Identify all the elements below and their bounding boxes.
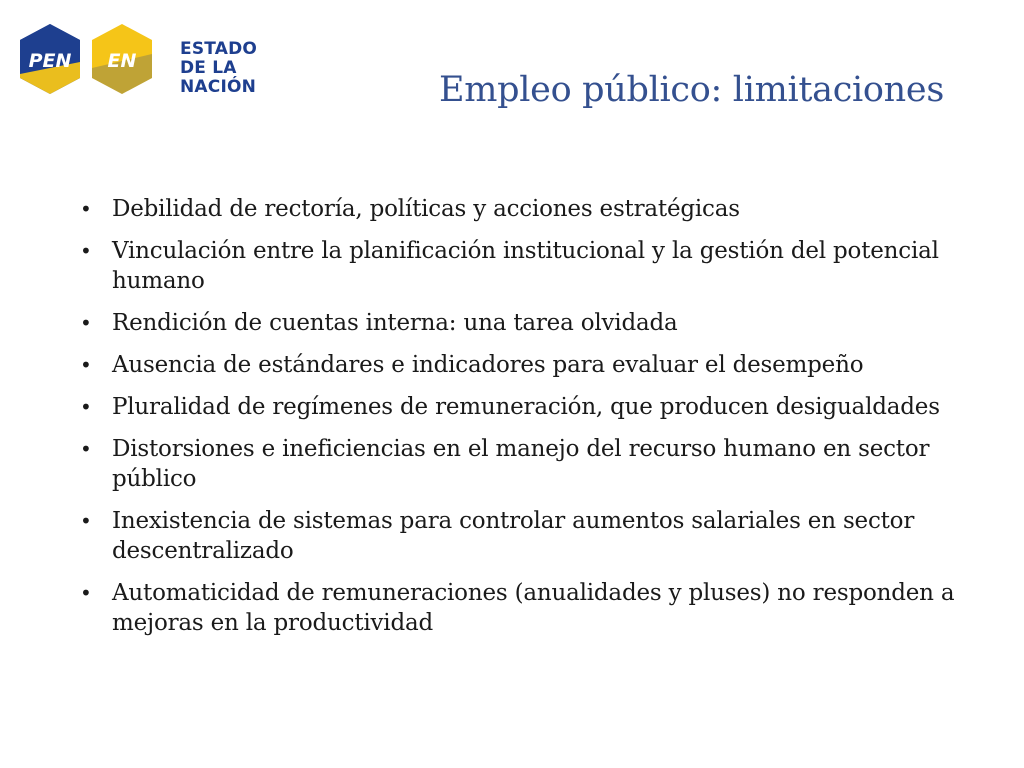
- bullet-text: Ausencia de estándares e indicadores para evaluar el desempeño: [112, 352, 864, 378]
- en-badge-text: EN: [107, 50, 137, 72]
- bullet-icon: •: [80, 239, 92, 263]
- bullet-text: Pluralidad de regímenes de remuneración, que producen desigualdades: [112, 394, 940, 420]
- bullet-text: Distorsiones e ineficiencias en el manejo del recurso humano en sector público: [112, 436, 930, 492]
- pen-badge-text: PEN: [28, 50, 72, 72]
- logo-wordmark: [180, 40, 318, 97]
- bullet-item: [76, 236, 956, 296]
- bullet-item: [76, 308, 956, 338]
- bullet-icon: •: [80, 353, 92, 377]
- bullet-text: Rendición de cuentas interna: una tarea olvidada: [112, 310, 678, 336]
- logo-line-1: ESTADO: [180, 39, 258, 59]
- slide-title: Empleo público: limitaciones: [439, 70, 944, 110]
- bullet-icon: •: [80, 509, 92, 533]
- logo-line-2: DE LA NACIÓN: [180, 58, 257, 97]
- bullet-icon: •: [80, 581, 92, 605]
- bullet-list: [76, 194, 956, 650]
- bullet-item: [76, 434, 956, 494]
- bullet-item: [76, 392, 956, 422]
- bullet-item: [76, 506, 956, 566]
- bullet-text: Automaticidad de remuneraciones (anualidades y pluses) no responden a mejoras en la productividad: [112, 580, 955, 636]
- bullet-item: [76, 350, 956, 380]
- bullet-text: Debilidad de rectoría, políticas y acciones estratégicas: [112, 196, 740, 222]
- logo-badges: [18, 22, 168, 98]
- estado-de-la-nacion-logo: [18, 22, 318, 98]
- pen-badge: [20, 24, 80, 94]
- bullet-item: [76, 578, 956, 638]
- bullet-item: [76, 194, 956, 224]
- bullet-icon: •: [80, 437, 92, 461]
- bullet-icon: •: [80, 395, 92, 419]
- bullet-icon: •: [80, 311, 92, 335]
- bullet-text: Vinculación entre la planificación institucional y la gestión del potencial humano: [112, 238, 939, 294]
- bullet-text: Inexistencia de sistemas para controlar aumentos salariales en sector descentralizado: [112, 508, 915, 564]
- bullet-icon: •: [80, 197, 92, 221]
- en-badge: [92, 24, 152, 94]
